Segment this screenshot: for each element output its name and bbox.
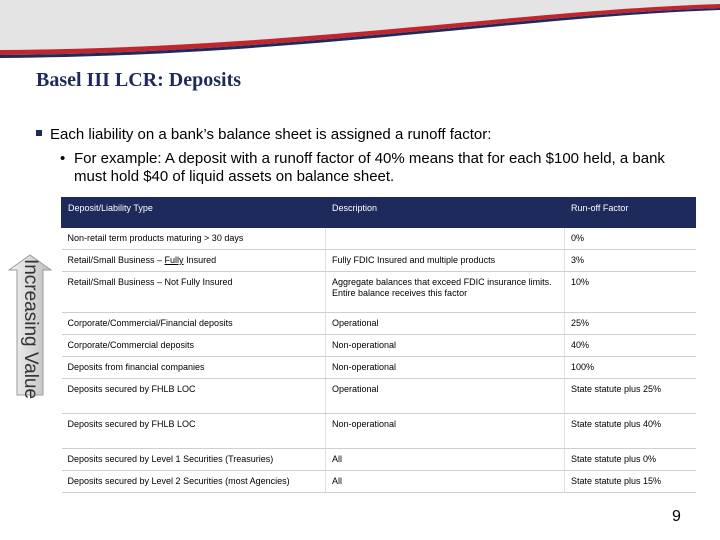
cell-type [62, 250, 326, 272]
header-factor: Run-off Factor [565, 198, 696, 228]
cell-description: Non-operational [326, 414, 565, 449]
cell-factor: 40% [565, 335, 696, 357]
table-row [62, 471, 696, 493]
cell-description: Operational [326, 313, 565, 335]
header-type: Deposit/Liability Type [62, 198, 326, 228]
cell-factor: 10% [565, 272, 696, 313]
cell-type-suffix: Insured [183, 255, 217, 265]
cell-description: All [326, 471, 565, 493]
cell-type: Corporate/Commercial/Financial deposits [62, 313, 326, 335]
header-banner [0, 0, 720, 58]
cell-type: Retail/Small Business – Not Fully Insured [62, 272, 326, 313]
cell-type: Deposits secured by Level 1 Securities (Treasuries) [62, 449, 326, 471]
cell-type: Corporate/Commercial deposits [62, 335, 326, 357]
cell-type-underlined: Fully [164, 255, 184, 265]
table-row [62, 335, 696, 357]
cell-description: Aggregate balances that exceed FDIC insurance limits. Entire balance receives this factor [326, 272, 565, 313]
cell-type-prefix: Retail/Small Business – [67, 255, 165, 265]
banner-graphic [0, 0, 720, 58]
cell-description: All [326, 449, 565, 471]
cell-type: Deposits secured by Level 2 Securities (most Agencies) [62, 471, 326, 493]
header-description: Description [326, 198, 565, 228]
table-row [62, 414, 696, 449]
table-header-row [62, 198, 696, 228]
dot-bullet-icon: • [60, 150, 66, 167]
table-row [62, 449, 696, 471]
runoff-table [61, 197, 696, 493]
square-bullet-icon [36, 130, 42, 136]
page-number: 9 [672, 508, 681, 525]
bullet-level1 [36, 126, 491, 143]
cell-factor: State statute plus 15% [565, 471, 696, 493]
table-row [62, 357, 696, 379]
arrow-label-text: Increasing Value [20, 258, 41, 400]
cell-type: Deposits from financial companies [62, 357, 326, 379]
cell-type: Non-retail term products maturing > 30 days [62, 228, 326, 250]
cell-description: Non-operational [326, 335, 565, 357]
cell-description: Operational [326, 379, 565, 414]
page-title: Basel III LCR: Deposits [36, 69, 242, 91]
cell-type: Deposits secured by FHLB LOC [62, 414, 326, 449]
cell-type: Deposits secured by FHLB LOC [62, 379, 326, 414]
cell-factor: State statute plus 40% [565, 414, 696, 449]
cell-factor: 3% [565, 250, 696, 272]
table-row [62, 379, 696, 414]
cell-factor: 100% [565, 357, 696, 379]
cell-description: Non-operational [326, 357, 565, 379]
cell-factor: State statute plus 0% [565, 449, 696, 471]
table-row [62, 272, 696, 313]
table-row [62, 250, 696, 272]
cell-factor: 25% [565, 313, 696, 335]
bullet-level1-text: Each liability on a bank’s balance sheet is assigned a runoff factor: [50, 126, 492, 143]
cell-factor: 0% [565, 228, 696, 250]
arrow-label [18, 258, 42, 400]
bullet-level2-text: For example: A deposit with a runoff factor of 40% means that for each $100 held, a bank must hold $40 of liquid assets on balance sheet. [74, 150, 665, 185]
cell-factor: State statute plus 25% [565, 379, 696, 414]
bullet-level2 [60, 150, 700, 186]
cell-description [326, 228, 565, 250]
cell-description: Fully FDIC Insured and multiple products [326, 250, 565, 272]
table-row [62, 228, 696, 250]
table-row [62, 313, 696, 335]
